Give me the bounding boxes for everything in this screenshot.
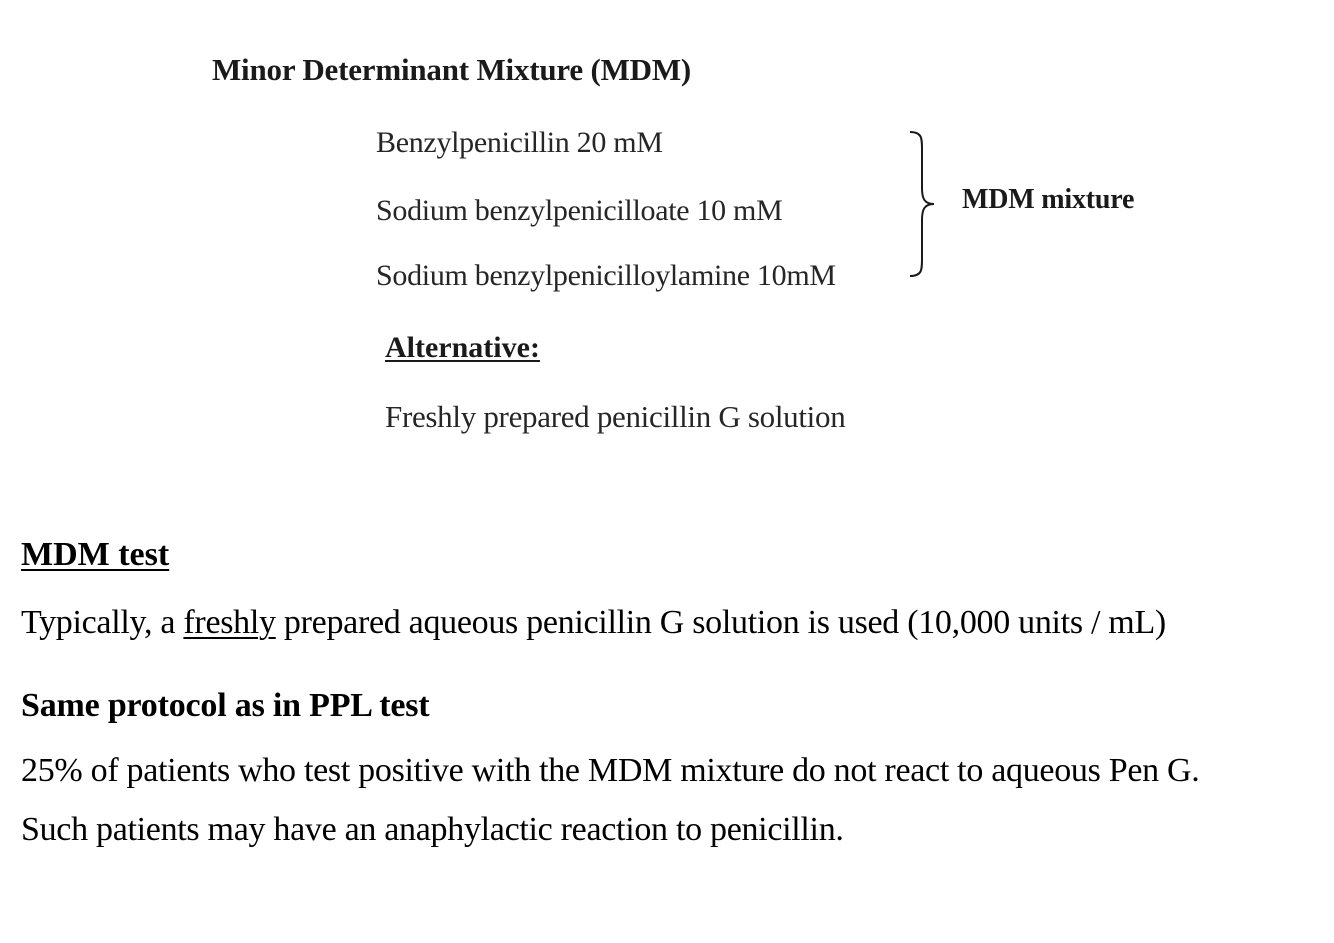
ingredient-sodium-benzylpenicilloate: Sodium benzylpenicilloate 10 mM <box>376 194 783 227</box>
mdm-mixture-label: MDM mixture <box>962 184 1135 215</box>
paragraph-line-1 <box>21 604 1166 642</box>
subheading: Same protocol as in PPL test <box>21 687 430 724</box>
section-heading: MDM test <box>21 536 170 573</box>
alternative-heading: Alternative: <box>385 331 540 364</box>
alternative-text: Freshly prepared penicillin G solution <box>385 399 846 434</box>
underlined-word: freshly <box>183 604 276 641</box>
ingredient-benzylpenicillin: Benzylpenicillin 20 mM <box>376 126 663 159</box>
line-1-suffix: prepared aqueous penicillin G solution is used (10,000 units / mL) <box>275 604 1166 641</box>
line-1-prefix: Typically, a <box>21 604 184 641</box>
right-curly-brace-icon <box>906 130 936 278</box>
paragraph-line-3: Such patients may have an anaphylactic reaction to penicillin. <box>21 811 844 848</box>
ingredient-sodium-benzylpenicilloylamine: Sodium benzylpenicilloylamine 10mM <box>376 259 836 292</box>
paragraph-line-2: 25% of patients who test positive with the MDM mixture do not react to aqueous Pen G. <box>21 752 1200 789</box>
figure-title: Minor Determinant Mixture (MDM) <box>212 52 692 87</box>
